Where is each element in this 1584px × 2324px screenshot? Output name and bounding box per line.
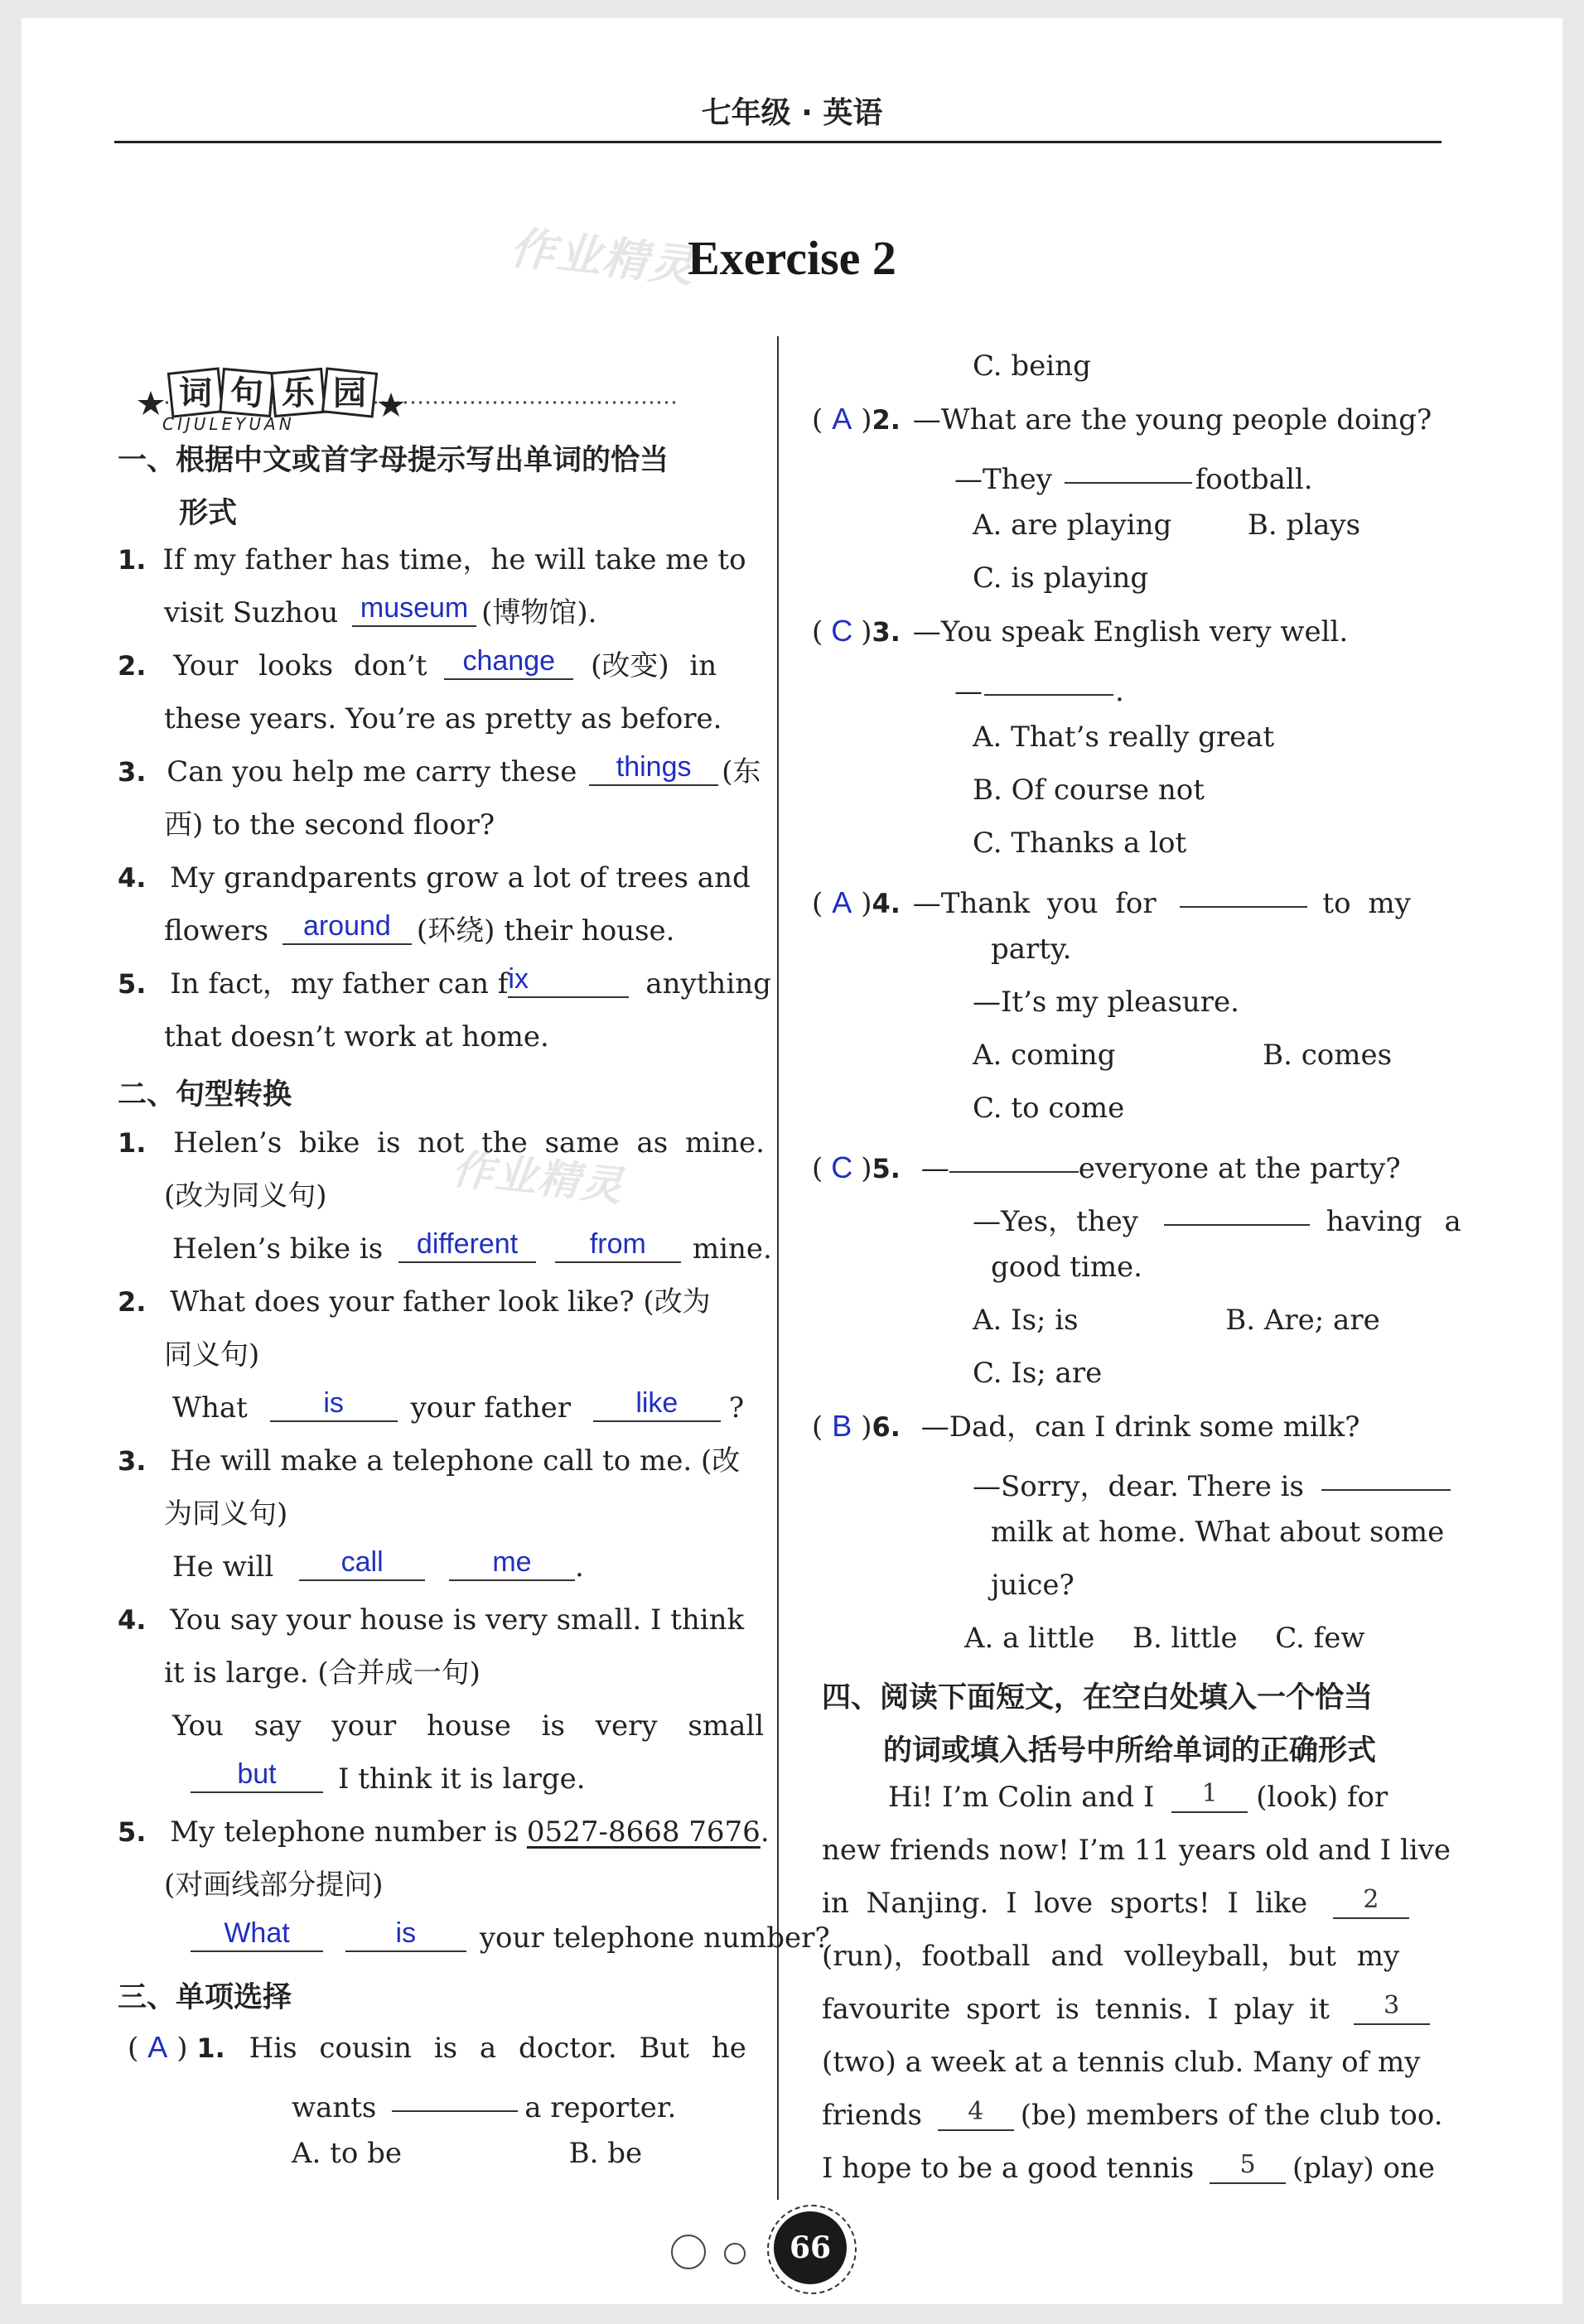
s2-q4-line4 xyxy=(172,1758,586,1798)
q-text: anything xyxy=(645,967,771,1000)
passage-blank[interactable]: 3 xyxy=(1354,1992,1430,2025)
s1-q1-line2 xyxy=(164,592,597,632)
passage-text: (play) one xyxy=(1292,2152,1435,2185)
s3-q4-line3 xyxy=(973,986,1239,1019)
q-text: 西) to the second floor? xyxy=(164,808,495,841)
s1-q1-line1 xyxy=(118,543,772,576)
s3-q4-options xyxy=(973,1039,1392,1072)
answer-blank[interactable]: museum xyxy=(352,594,476,627)
passage-text: (run)，football and volleyball，but my xyxy=(822,1940,1400,1973)
logo-char: 词 xyxy=(179,374,212,412)
q-text: My grandparents grow a lot of trees and xyxy=(170,861,751,894)
option-a[interactable]: A. to be xyxy=(292,2137,402,2170)
q-text: juice? xyxy=(991,1569,1075,1602)
q-number: 1. xyxy=(118,544,147,576)
answer-blank[interactable]: different xyxy=(398,1230,536,1263)
q-number: 1. xyxy=(196,2032,225,2064)
passage-text: (two) a week at a tennis club. Many of my xyxy=(822,2046,1421,2079)
answer-blank[interactable] xyxy=(392,2079,518,2112)
q-text: (东 xyxy=(722,755,761,788)
q-text: — xyxy=(920,1152,949,1185)
q-number: 5. xyxy=(118,1816,147,1848)
passage-blank[interactable]: 5 xyxy=(1210,2151,1286,2184)
q-text: these years. You’re as pretty as before. xyxy=(164,702,722,735)
answer-blank[interactable] xyxy=(984,663,1113,696)
option-c[interactable]: C. being xyxy=(973,350,1091,383)
q-text: Helen’s bike is not the same as mine. xyxy=(173,1126,765,1160)
q-text: You say your house is very small. I think xyxy=(170,1603,745,1637)
s2-q5-line3 xyxy=(172,1917,830,1957)
q-number: 4. xyxy=(118,862,147,894)
q-number: 3. xyxy=(118,756,147,788)
q-text: having a xyxy=(1326,1205,1461,1238)
q-text: it is large. (合并成一句) xyxy=(164,1656,481,1690)
q-text: visit Suzhou xyxy=(164,596,339,629)
s1-q2-line1 xyxy=(118,645,717,685)
q-number: 1. xyxy=(118,1127,147,1159)
q-text: mine. xyxy=(692,1232,772,1266)
s3-q1-line1: ( A ) 1. His cousin is a doctor. But he xyxy=(128,2030,746,2065)
q-text: Your looks don’t xyxy=(173,649,427,682)
q-text: Can you help me carry these xyxy=(167,755,577,788)
answer-blank[interactable]: is xyxy=(270,1389,398,1422)
option-b[interactable]: B. Of course not xyxy=(973,774,1205,807)
q-text: (对画线部分提问) xyxy=(164,1868,384,1902)
q-text: He will make a telephone call to me. (改 xyxy=(170,1444,741,1478)
passage-line8 xyxy=(822,2152,1435,2189)
q-text: —It’s my pleasure. xyxy=(973,986,1239,1019)
q-text: football. xyxy=(1195,463,1313,496)
s3-q2-option-c xyxy=(973,562,1148,595)
q-text: that doesn’t work at home. xyxy=(164,1020,549,1054)
q-text: (改为同义句) xyxy=(164,1179,327,1213)
logo-char: 乐 xyxy=(282,374,315,412)
passage-line1 xyxy=(888,1781,1388,1818)
s3-q1-line2 xyxy=(292,2084,676,2124)
section1-heading: 一、根据中文或首字母提示写出单词的恰当 xyxy=(118,444,669,477)
answer-blank[interactable]: ix xyxy=(508,965,629,998)
star-icon xyxy=(378,393,404,417)
logo-pinyin: CIJULEYUAN xyxy=(162,414,295,434)
section4-heading: 四、阅读下面短文，在空白处填入一个恰当 xyxy=(822,1681,1374,1714)
s3-q4-line2 xyxy=(991,933,1071,966)
page-number: 66 xyxy=(774,2211,847,2284)
q-text: your telephone number? xyxy=(479,1921,830,1955)
s2-q1-line3 xyxy=(172,1228,772,1268)
choice-answer[interactable]: A xyxy=(832,402,852,436)
s3-q3-option-b xyxy=(973,774,1205,807)
choice-answer[interactable]: C xyxy=(831,614,853,648)
q-text: (博物馆). xyxy=(481,596,597,629)
answer-blank[interactable]: What xyxy=(191,1919,323,1952)
q-text: Helen’s bike is xyxy=(172,1232,384,1266)
s1-q2-line2 xyxy=(164,702,722,735)
passage-text: in Nanjing. I love sports! I like xyxy=(822,1887,1308,1920)
q-text: . xyxy=(1115,675,1124,708)
passage-text: friends xyxy=(822,2099,922,2132)
star-icon xyxy=(138,391,164,415)
option-b[interactable]: B. plays xyxy=(1247,509,1361,542)
q-number: 2. xyxy=(118,1286,147,1318)
q-text: —You speak English very well. xyxy=(912,615,1349,649)
q-text: — xyxy=(954,675,983,708)
s2-q3-line1 xyxy=(118,1444,740,1478)
s3-q4-line1: ( A )4. —Thank you for to my xyxy=(812,880,1411,920)
choice-answer[interactable]: C xyxy=(831,1150,853,1184)
q-text: —What are the young people doing? xyxy=(912,403,1432,436)
exercise-title: Exercise 2 xyxy=(688,231,896,285)
answer-blank[interactable] xyxy=(1164,1193,1310,1226)
q-text: What does your father look like? (改为 xyxy=(170,1285,711,1319)
q-text: 同义句) xyxy=(164,1338,260,1372)
s1-q4-line1 xyxy=(118,861,751,894)
q-text: His cousin is a doctor. But he xyxy=(249,2032,746,2065)
s3-q4-option-c xyxy=(973,1092,1124,1125)
answer-blank[interactable] xyxy=(1065,451,1192,484)
passage-text: favourite sport is tennis. I play it xyxy=(822,1993,1330,2026)
s3-q3-line2 xyxy=(954,668,1124,708)
q-number: 4. xyxy=(872,888,901,919)
section1-heading-cont: 形式 xyxy=(179,497,238,530)
option-c[interactable]: C. is playing xyxy=(973,562,1149,595)
passage-line6 xyxy=(822,2046,1420,2079)
s2-q5-line1 xyxy=(118,1815,770,1849)
s3-q6-line3 xyxy=(991,1516,1444,1549)
s3-q6-line4 xyxy=(991,1569,1075,1602)
s3-q1-option-c xyxy=(973,350,1091,383)
answer-blank[interactable]: call xyxy=(299,1548,425,1581)
q-text: . xyxy=(574,1550,584,1584)
option-b[interactable]: B. Are; are xyxy=(1225,1304,1380,1337)
q-text: flowers xyxy=(164,914,269,947)
s2-q3-line3 xyxy=(172,1546,584,1586)
q-text: You say your house is very small xyxy=(172,1709,765,1743)
s2-q2-line1 xyxy=(118,1285,711,1319)
option-b[interactable]: B. little xyxy=(1132,1622,1238,1655)
s3-q3-line1: ( C )3. —You speak English very well. xyxy=(812,614,1349,649)
passage-line5 xyxy=(822,1993,1430,2030)
s3-q6-options xyxy=(964,1622,1364,1655)
s1-q3-line2 xyxy=(164,808,495,841)
s3-q2-line2 xyxy=(954,456,1313,496)
q-text: What xyxy=(172,1391,248,1425)
logo-char: 园 xyxy=(333,374,366,412)
s3-q5-option-c xyxy=(973,1357,1102,1390)
q-number: 6. xyxy=(872,1411,901,1443)
s1-q3-line1 xyxy=(118,751,761,791)
answer-blank[interactable]: from xyxy=(555,1230,681,1263)
q-text: —They xyxy=(954,463,1052,496)
s3-q2-options xyxy=(973,509,1360,542)
s3-q5-line2 xyxy=(973,1198,1461,1238)
answer-blank[interactable] xyxy=(949,1140,1079,1173)
underlined-number: 0527-8668 7676 xyxy=(526,1815,761,1849)
column-divider xyxy=(777,336,779,2200)
q-number: 3. xyxy=(872,616,901,648)
s2-q2-line3 xyxy=(172,1387,745,1427)
answer-blank[interactable]: but xyxy=(191,1760,323,1793)
q-text: In fact，my father can f xyxy=(170,967,509,1000)
q-text: a reporter. xyxy=(524,2091,677,2124)
watermark: 作业精灵 xyxy=(507,221,698,293)
s2-q1-line1 xyxy=(118,1126,765,1160)
q-number: 5. xyxy=(872,1153,901,1184)
header-rule xyxy=(114,141,1442,143)
answer-blank[interactable]: like xyxy=(593,1389,721,1422)
answer-blank[interactable]: things xyxy=(589,753,718,786)
q-text: to my xyxy=(1322,887,1411,920)
option-c[interactable]: C. Is; are xyxy=(973,1357,1103,1390)
q-text: . xyxy=(760,1815,770,1849)
q-text: milk at home. What about some xyxy=(991,1516,1445,1549)
answer-blank[interactable]: around xyxy=(283,912,412,945)
s3-q1-options xyxy=(292,2137,642,2170)
q-text: If my father has time，he will take me to xyxy=(162,543,746,576)
s2-q1-line2 xyxy=(164,1179,327,1213)
q-text: He will xyxy=(172,1550,274,1584)
q-text: good time. xyxy=(991,1251,1142,1284)
passage-text: (look) for xyxy=(1256,1781,1388,1814)
s3-q5-options xyxy=(973,1304,1380,1337)
q-text: party. xyxy=(991,933,1072,966)
choice-answer[interactable]: A xyxy=(832,885,852,919)
option-b[interactable]: B. comes xyxy=(1263,1039,1393,1072)
decor-circle xyxy=(724,2243,746,2264)
s2-q4-line3 xyxy=(172,1709,764,1743)
choice-answer[interactable]: A xyxy=(147,2030,168,2064)
q-text: your father xyxy=(410,1391,572,1425)
s3-q2-line1: ( A )2. —What are the young people doing? xyxy=(812,402,1432,436)
answer-blank[interactable] xyxy=(1180,875,1307,908)
option-b[interactable]: B. be xyxy=(568,2137,643,2170)
q-text: —Thank you for xyxy=(912,887,1157,920)
q-number: 2. xyxy=(118,650,147,682)
s1-q4-line2 xyxy=(164,910,675,950)
s2-q4-line1 xyxy=(118,1603,744,1637)
passage-blank[interactable]: 2 xyxy=(1333,1886,1409,1919)
q-text: My telephone number is xyxy=(170,1815,519,1849)
answer-blank[interactable] xyxy=(1321,1458,1451,1491)
passage-line4 xyxy=(822,1940,1399,1973)
s3-q5-line1: ( C )5. — everyone at the party? xyxy=(812,1145,1401,1185)
q-text: 为同义句) xyxy=(164,1497,288,1531)
s3-q6-line1: ( B )6. —Dad，can I drink some milk? xyxy=(812,1409,1360,1444)
passage-line3 xyxy=(822,1887,1409,1924)
passage-blank[interactable]: 4 xyxy=(938,2098,1014,2131)
q-text: I think it is large. xyxy=(338,1762,586,1796)
passage-line2 xyxy=(822,1834,1451,1867)
section2-heading: 二、句型转换 xyxy=(118,1078,292,1111)
passage-line7 xyxy=(822,2099,1443,2136)
q-number: 4. xyxy=(118,1604,147,1636)
q-text: —Yes，they xyxy=(973,1205,1138,1238)
header-title: 七年级 · 英语 xyxy=(701,96,883,130)
option-a[interactable]: A. That’s really great xyxy=(973,721,1275,754)
q-text: (环绕) their house. xyxy=(416,914,675,947)
option-a[interactable]: A. coming xyxy=(973,1039,1116,1072)
section4-heading-cont: 的词或填入括号中所给单词的正确形式 xyxy=(883,1734,1377,1767)
q-text: —Sorry，dear. There is xyxy=(973,1470,1304,1503)
s1-q5-line2 xyxy=(164,1020,549,1054)
s3-q3-option-a xyxy=(973,721,1274,754)
page xyxy=(22,18,1562,2304)
decor-circle xyxy=(671,2235,706,2269)
s2-q5-line2 xyxy=(164,1868,384,1902)
q-text: everyone at the party? xyxy=(1078,1152,1401,1185)
option-c[interactable]: C. to come xyxy=(973,1092,1125,1125)
answer-blank[interactable]: is xyxy=(345,1919,466,1952)
section3-heading: 三、单项选择 xyxy=(118,1981,292,2014)
watermark: 作业精灵 xyxy=(450,1145,627,1211)
q-number: 5. xyxy=(118,968,147,1000)
answer-blank[interactable]: change xyxy=(444,647,573,680)
q-number: 3. xyxy=(118,1445,147,1477)
s3-q6-line2 xyxy=(973,1463,1451,1503)
s2-q3-line2 xyxy=(164,1497,287,1531)
option-c[interactable]: C. Thanks a lot xyxy=(973,827,1187,860)
logo-char: 句 xyxy=(230,374,263,412)
passage-text: I hope to be a good tennis xyxy=(822,2152,1195,2185)
q-text: ? xyxy=(728,1391,745,1425)
passage-blank[interactable]: 1 xyxy=(1171,1780,1248,1813)
s2-q4-line2 xyxy=(164,1656,481,1690)
q-number: 2. xyxy=(872,404,901,436)
option-a[interactable]: A. Is; is xyxy=(973,1304,1079,1337)
choice-answer[interactable]: B xyxy=(832,1409,852,1443)
q-text: wants xyxy=(292,2091,377,2124)
s3-q3-option-c xyxy=(973,827,1186,860)
option-a[interactable]: A. a little xyxy=(964,1622,1095,1655)
q-text: —Dad，can I drink some milk? xyxy=(920,1410,1360,1444)
option-a[interactable]: A. are playing xyxy=(973,509,1172,542)
option-c[interactable]: C. few xyxy=(1275,1622,1365,1655)
passage-text: Hi! I’m Colin and I xyxy=(888,1781,1155,1814)
s1-q5-line1 xyxy=(118,963,771,1003)
answer-blank[interactable]: me xyxy=(449,1548,575,1581)
q-text: (改变) in xyxy=(591,649,717,682)
passage-text: new friends now! I’m 11 years old and I live xyxy=(822,1834,1451,1867)
s2-q2-line2 xyxy=(164,1338,259,1372)
passage-text: (be) members of the club too. xyxy=(1020,2099,1443,2132)
s3-q5-line3 xyxy=(991,1251,1142,1284)
